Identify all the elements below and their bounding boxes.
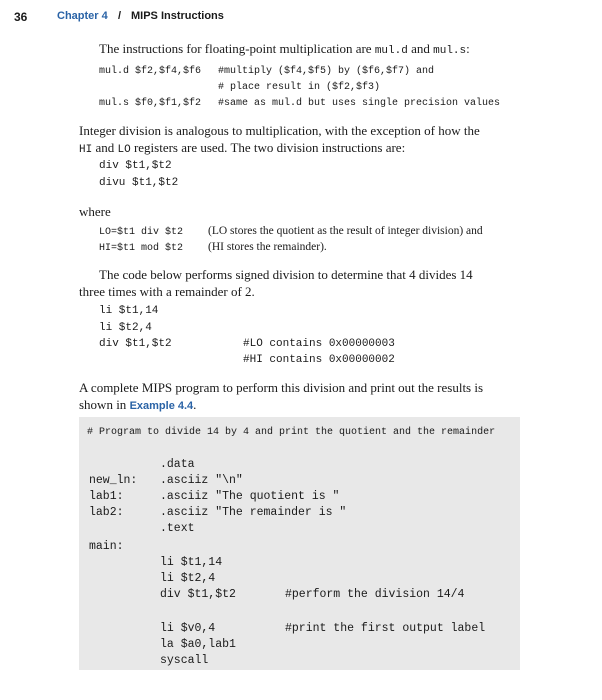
chapter-label: Chapter 4	[57, 10, 108, 22]
code-comment: #perform the division 14/4	[285, 588, 465, 601]
code-line: mul.d $f2,$f4,$f6	[99, 66, 202, 77]
code-line: mul.s $f0,$f1,$f2	[99, 98, 202, 109]
where-explanation: (HI stores the remainder).	[208, 241, 327, 253]
code-comment: #print the first output label	[285, 622, 486, 635]
inline-code: mul.s	[433, 45, 467, 57]
code-line: li $t2,4	[99, 322, 152, 334]
data-directive: .data	[160, 458, 195, 471]
code-label: new_ln:	[89, 474, 138, 487]
code-line: divu $t1,$t2	[99, 177, 179, 189]
code-line: li $t1,14	[160, 556, 223, 569]
code-line: div $t1,$t2	[160, 588, 236, 601]
example-link[interactable]: Example 4.4	[129, 400, 194, 412]
inline-code: mul.d	[374, 45, 408, 57]
paragraph-program-line1: A complete MIPS program to perform this division and print out the results is	[79, 380, 484, 395]
code-label: lab2:	[89, 506, 124, 519]
code-line: HI=$t1 mod $t2	[99, 243, 184, 254]
code-comment: #multiply ($f4,$f5) by ($f6,$f7) and	[218, 66, 435, 77]
code-comment: #LO contains 0x00000003	[243, 338, 395, 350]
code-line: li $t1,14	[99, 305, 159, 317]
code-line: div $t1,$t2	[99, 160, 172, 172]
code-line: syscall	[160, 654, 209, 667]
code-comment: #same as mul.d but uses single precision values	[218, 98, 501, 109]
header-separator: /	[118, 10, 122, 22]
paragraph-signed-div-line1: The code below performs signed division to determine that 4 divides 14	[99, 267, 473, 282]
code-line: .asciiz "The remainder is "	[160, 506, 347, 519]
page-number: 36	[14, 10, 28, 24]
paragraph-signed-div-line2: three times with a remainder of 2.	[79, 284, 255, 299]
code-comment: # place result in ($f2,$f3)	[218, 82, 381, 93]
where-explanation: (LO stores the quotient as the result of integer division) and	[208, 225, 483, 237]
chapter-title: MIPS Instructions	[131, 10, 224, 22]
main-label: main:	[89, 540, 124, 553]
code-line: div $t1,$t2	[99, 338, 172, 350]
paragraph-int-div-line2: HI and LO registers are used. The two division instructions are:	[79, 140, 406, 156]
where-label: where	[79, 204, 111, 219]
code-line: la $a0,lab1	[160, 638, 236, 651]
code-comment: #HI contains 0x00000002	[243, 354, 395, 366]
code-line: li $t2,4	[160, 572, 216, 585]
code-line: LO=$t1 div $t2	[99, 227, 184, 238]
program-header-comment: # Program to divide 14 by 4 and print the quotient and the remainder	[87, 427, 496, 438]
paragraph-program-line2: shown in Example 4.4.	[79, 397, 197, 412]
paragraph-int-div-line1: Integer division is analogous to multiplication, with the exception of how the	[79, 123, 480, 138]
code-line: li $v0,4	[160, 622, 216, 635]
code-line: .asciiz "\n"	[160, 474, 243, 487]
text-directive: .text	[160, 522, 195, 535]
code-label: lab1:	[89, 490, 124, 503]
code-line: .asciiz "The quotient is "	[160, 490, 340, 503]
paragraph-float-mult: The instructions for floating-point multiplication are mul.d and mul.s:	[99, 41, 470, 57]
